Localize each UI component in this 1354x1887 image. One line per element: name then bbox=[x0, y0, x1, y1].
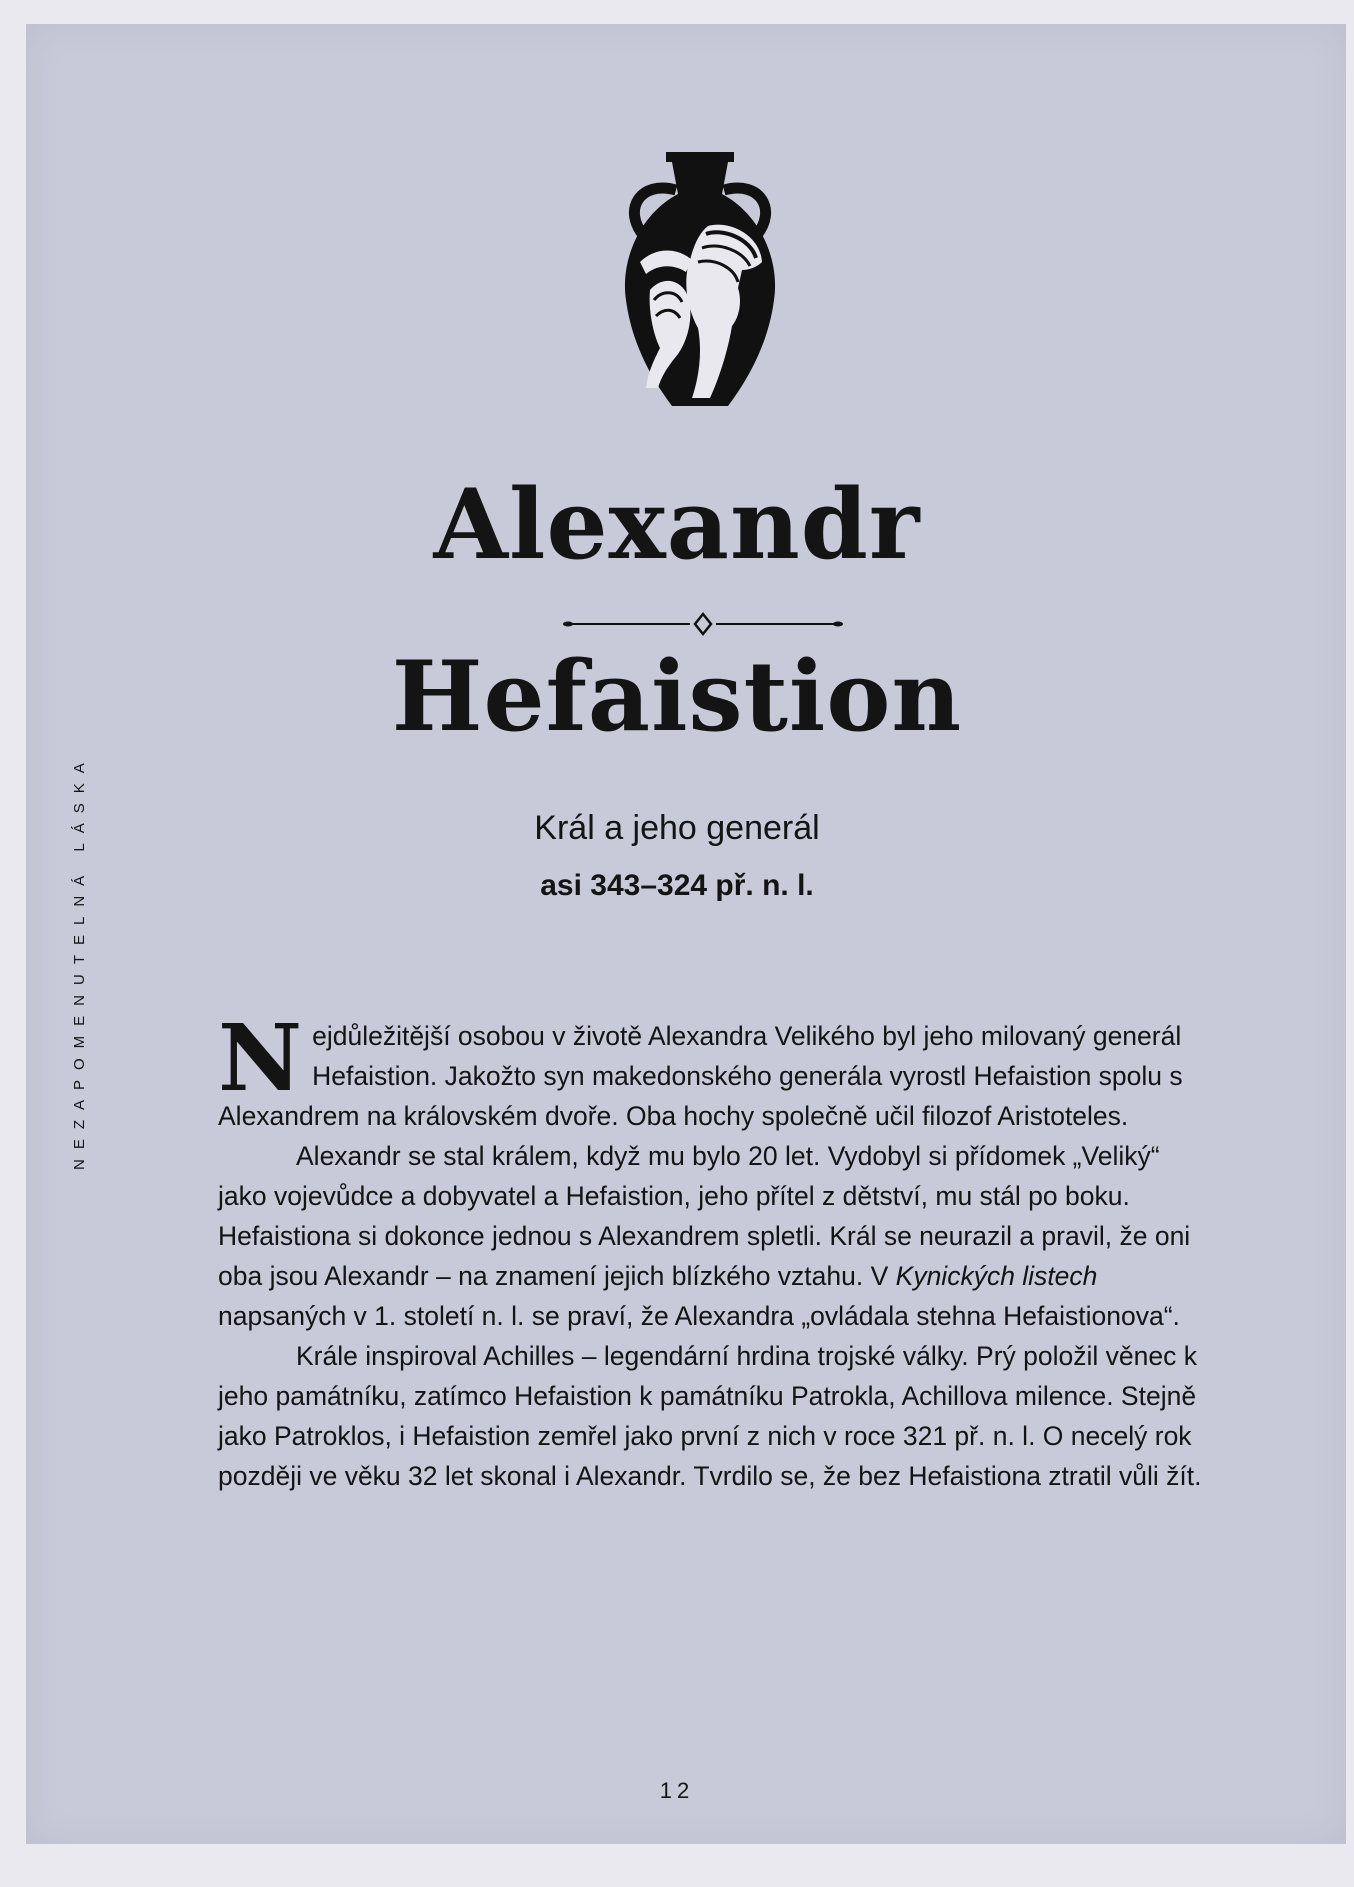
paragraph-2-italic: Kynických listech bbox=[895, 1261, 1098, 1291]
title-alexandr: Alexandr bbox=[433, 468, 921, 581]
page-number: 12 bbox=[659, 1778, 695, 1803]
subtitle: Král a jeho generál bbox=[534, 809, 820, 847]
paragraph-3: Krále inspiroval Achilles – legendární hrdina trojské války. Prý položil věnec k jeho památníku, zatímco Hefaistion k památníku Patrokla, Achillova milence. Stejně jako Patroklos, i Hefaistion zemřel jako první z nich v roce 321 př. n. l. O necelý rok později ve věku 32 let skonal i Alexandr. Tvrdilo se, že bez Hefaistiona ztratil vůli žít. bbox=[218, 1341, 1202, 1491]
title-hefaistion: Hefaistion bbox=[391, 640, 963, 753]
paragraph-2-text-b: napsaných v 1. století n. l. se praví, že Alexandra „ovládala stehna Hefaistionova“. bbox=[218, 1301, 1180, 1331]
diamond-divider-icon bbox=[562, 612, 844, 636]
paragraph-2-text-a: Alexandr se stal králem, když mu bylo 20 let. Vydobyl si přídomek „Veliký“ jako vojevůdce a dobyvatel a Hefaistion, jeho přítel z dětství, mu stál po boku. Hefaistiona si dokonce jednou s Alexandrem spletli. Král se neurazil a pravil, že oni oba jsou Alexandr – na znamení jejich blízkého vztahu. V bbox=[218, 1141, 1191, 1291]
dates: asi 343–324 př. n. l. bbox=[540, 869, 814, 902]
article-body bbox=[218, 1004, 1202, 1496]
drop-cap: N bbox=[218, 1004, 303, 1112]
amphora-icon bbox=[610, 150, 790, 410]
paragraph-1 bbox=[218, 1004, 1202, 1136]
paragraph-2 bbox=[218, 1136, 1202, 1336]
paragraph-1-text: ejdůležitější osobou v životě Alexandra Velikého byl jeho milovaný generál Hefaistion. Jakožto syn makedonského generála vyrostl Hefaistion spolu s Alexandrem na královském dvoře. Oba hochy společně učil filozof Aristoteles. bbox=[218, 1021, 1183, 1131]
side-running-title: NEZAPOMENUTELNÁ LÁSKA bbox=[71, 753, 88, 1170]
